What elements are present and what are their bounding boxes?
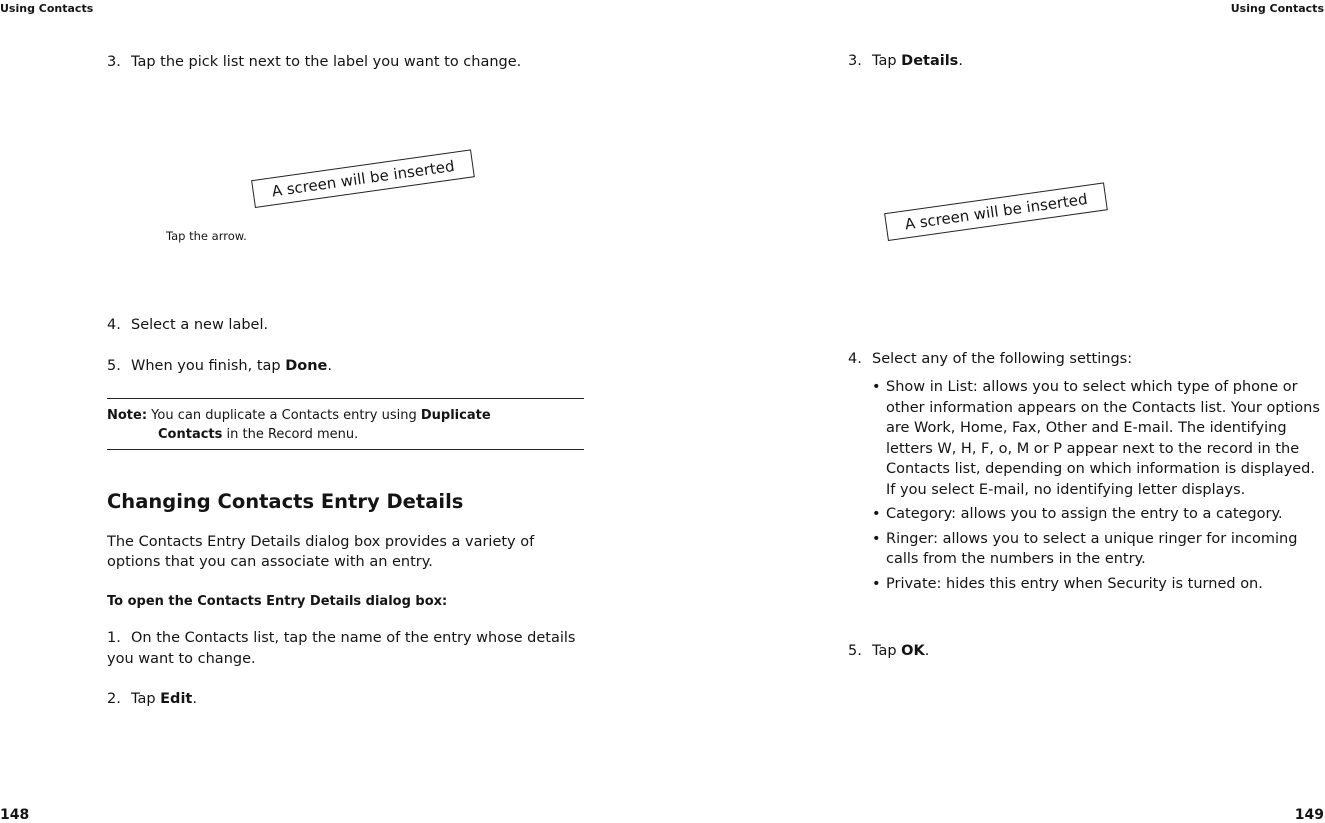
proc-step-2: [107, 691, 197, 707]
list-item: • Category: allows you to assign the entry to a category.: [872, 504, 1322, 525]
right-step-5: [848, 643, 929, 659]
step-bold-text: Details: [901, 53, 959, 69]
step-number: 3.: [848, 53, 862, 69]
page-number-right: 149: [1294, 807, 1324, 823]
screen-placeholder-text: A screen will be inserted: [270, 156, 456, 201]
note-bottom-rule: [107, 449, 584, 450]
step-text-end: .: [958, 53, 963, 69]
left-step-5: [107, 358, 332, 374]
step-number: 3.: [107, 54, 121, 70]
running-header-right: Using Contacts: [1230, 2, 1324, 15]
step-number: 4.: [848, 351, 862, 367]
step-number: 5.: [848, 643, 862, 659]
note-block: [107, 406, 491, 444]
proc-step-1: [107, 628, 577, 670]
note-label: Note:: [107, 408, 148, 423]
step-number: 2.: [107, 691, 121, 707]
note-text: You can duplicate a Contacts entry using: [147, 408, 421, 423]
step-text-end: .: [327, 358, 332, 374]
step-text: Tap the pick list next to the label you want to change.: [131, 54, 522, 70]
note-top-rule: [107, 398, 584, 399]
note-bold-text: Contacts: [158, 427, 223, 442]
step-bold-text: Edit: [160, 691, 193, 707]
left-step-4: [107, 317, 268, 333]
figure-caption: Tap the arrow.: [166, 229, 247, 243]
step-bold-text: Done: [285, 358, 328, 374]
procedure-heading: To open the Contacts Entry Details dialog box:: [107, 594, 448, 609]
step-text: On the Contacts list, tap the name of the entry whose details you want to change.: [107, 630, 576, 667]
screen-placeholder-right: [884, 182, 1108, 241]
right-step-3: [848, 53, 963, 69]
step-bold-text: OK: [901, 643, 925, 659]
screen-placeholder-text: A screen will be inserted: [903, 189, 1089, 234]
section-heading: Changing Contacts Entry Details: [107, 490, 464, 513]
step-text-end: .: [924, 643, 930, 659]
running-header-left: Using Contacts: [0, 2, 94, 15]
step-text: When you finish, tap: [131, 358, 286, 374]
step-number: 4.: [107, 317, 121, 333]
note-bold-text: Duplicate: [420, 408, 491, 423]
step-text: Select a new label.: [131, 317, 269, 333]
step-text: Tap: [872, 643, 902, 659]
step-number: 1.: [107, 630, 121, 646]
step-text-end: .: [192, 691, 197, 707]
step-text: Tap: [872, 53, 902, 69]
right-step-4: [848, 351, 1132, 367]
note-text: in the Record menu.: [222, 427, 359, 442]
intro-paragraph: The Contacts Entry Details dialog box provides a variety of options that you can associate with an entry.: [107, 534, 535, 570]
list-item: • Ringer: allows you to select a unique ringer for incoming calls from the numbers in the entry.: [872, 529, 1322, 570]
page-number-left: 148: [0, 807, 30, 823]
left-step-3: [107, 54, 521, 70]
settings-list: [872, 377, 1322, 598]
screen-placeholder-left: [251, 149, 475, 208]
step-text: Select any of the following settings:: [872, 351, 1133, 367]
step-number: 5.: [107, 358, 121, 374]
list-item: • Show in List: allows you to select which type of phone or other information appears on the Contacts list. Your options are Work, Home, Fax, Other and E-mail. The identifying letters W, H, F, o, M or P appear next to the record in the Contacts list, depending on which information is displayed. If you select E-mail, no identifying letter displays.: [872, 377, 1322, 500]
step-text: Tap: [131, 691, 161, 707]
list-item: • Private: hides this entry when Security is turned on.: [872, 574, 1322, 595]
